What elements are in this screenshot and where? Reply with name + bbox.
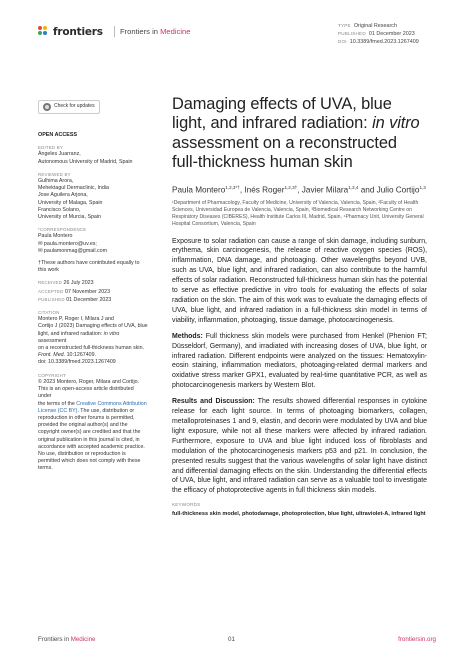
citation-line: Cortijo J (2023) Damaging effects of UVA, blue (38, 323, 148, 330)
copyright-line: original publication in this journal is cited, in (38, 436, 140, 443)
reviewer-affiliation: University of Murcia, Spain (38, 214, 101, 221)
copyright-line: terms. (38, 465, 53, 472)
open-access-label: OPEN ACCESS (38, 132, 78, 138)
article-meta (338, 22, 436, 46)
frontiers-logo[interactable] (38, 26, 103, 38)
header-divider (114, 26, 115, 37)
title-italic: in vitro (372, 114, 420, 133)
published-date: 01 December 2023 (66, 296, 112, 303)
copyright-line: reproduction in other forums is permitted, (38, 414, 135, 421)
citation-volume: 10:1267409. (65, 352, 97, 359)
logo-text: frontiers (53, 26, 103, 38)
journal-title: Medicine (160, 27, 191, 36)
accepted-date: 07 November 2023 (65, 288, 111, 295)
journal-name[interactable] (120, 27, 191, 36)
author-sup: 1,2,3† (284, 184, 298, 190)
keywords: full-thickness skin model, photodamage, photoprotection, blue light, ultraviolet-A, infrared light (172, 511, 426, 518)
author-name[interactable]: Javier Milara (301, 185, 349, 195)
page-header (38, 22, 436, 52)
citation-line: on a reconstructed full-thickness human skin. (38, 345, 144, 352)
author-sup: 1,2,3*† (225, 184, 240, 190)
corresponding-author: Paula Montero (38, 233, 73, 240)
copyright-line: permitted which does not comply with these (38, 458, 141, 465)
received-date: 26 July 2023 (63, 280, 94, 287)
abstract (172, 237, 427, 497)
results-label: Results and Discussion: (172, 398, 255, 406)
abstract-background: Exposure to solar radiation can cause a range of skin damage, including sunburn, erythema, skin carcinogenesis, the release of reactive oxygen species (ROS), inflammation, DNA damage, and photoaging. Other wavelengths beyond UVB, such as UVA, blue light, and infrared radiation, can also contribute to the harmful effects of solar radiation. Reconstructed full-thickness human skin has the potential to serve as effective predictive in vitro tools for evaluating the effects of solar radiation on the skin. The aim of this work was to evaluate the damaging effects of UVA, blue light, and infrared radiation in a full-thickness skin model in terms of viability, inflammation, photoaging, tissue damage, photocarcinogenesis. (172, 237, 427, 324)
received-key: RECEIVED (38, 280, 63, 286)
mail-icon: ✉ (38, 247, 44, 254)
license-link[interactable]: Creative Commons Attribution License (CC BY) (38, 400, 147, 414)
author-separator: and (358, 185, 377, 195)
author-separator: , (239, 185, 245, 195)
reviewed-by-key: REVIEWED BY (38, 171, 71, 177)
article-sidebar (38, 100, 148, 478)
accepted-key: ACCEPTED (38, 288, 64, 294)
mail-icon: ✉ (38, 240, 44, 247)
abstract-results (172, 397, 427, 496)
citation-line: Montero P, Roger I, Milara J and (38, 316, 114, 323)
footer-journal-prefix: Frontiers in (38, 636, 69, 643)
doi-link[interactable]: 10.3389/fmed.2023.1267409 (349, 39, 419, 45)
citation-block (38, 309, 148, 367)
site-link[interactable]: frontiersin.org (398, 636, 436, 643)
copyright-key: COPYRIGHT (38, 372, 66, 378)
footer-journal-name: Medicine (70, 636, 96, 643)
copyright-block (38, 372, 148, 473)
published-key: PUBLISHED (38, 296, 65, 302)
copyright-line: provided the original author(s) and the (38, 422, 128, 429)
copyright-line: accordance with accepted academic practice. (38, 443, 145, 450)
abstract-methods (172, 332, 427, 391)
citation-line: light, and infrared radiation: (38, 330, 104, 337)
methods-text: Full thickness skin models were purchased from Henkel (Phenion FT; Düsseldorf, Germany), and irradiated with increasing doses of UVA, blue light, or infrared radiation. Different endpoints were analyzed on the tissues: Hematoxylin-eosin staining, inflammation mediators, photoaging-related dermal markers and oxidative stress marker GPX1, evaluated by real-time quantitative PCR, as well as photocarcinogenesis markers by Western Blot. (172, 332, 427, 390)
email-link[interactable]: paula.montero@uv.es; (43, 240, 97, 247)
published-value: 01 December 2023 (368, 31, 415, 37)
copyright-line: the terms of the (38, 400, 77, 407)
equal-contribution-note (38, 260, 148, 274)
edited-by-key: EDITED BY (38, 145, 63, 151)
copyright-line: © 2023 Montero, Roger, Milara and Cortijo. (38, 378, 140, 385)
author-separator: , (297, 185, 302, 195)
reviewer-name: Francisco Solano, (38, 206, 81, 213)
correspondence-key: *CORRESPONDENCE (38, 227, 87, 233)
citation-line: assessment (38, 337, 67, 344)
methods-label: Methods: (172, 332, 203, 340)
results-text: The results showed differential responses in cytokine release for each light source. In terms of photoaging biomarkers, collagen, metalloproteinases 1 and 9, elastin, and decorin were modulated by UVA and blue light exposure, while not all these markers were affected by infrared radiation. Furthermore, exposure to UVA and blue light induced loss of fibroblasts and modulation of the photocarcinogenesis markers p53 and p21. In conclusion, the presented results suggest that the various wavelengths of solar light have distinct and differential damaging effects on the skin. Understanding the differential effects of UVA, blue light, and infrared radiation can serve as a valuable tool to investigate the efficacy of photoprotective agents in full thickness skin models. (172, 398, 427, 495)
citation-key: CITATION (38, 310, 60, 316)
equal-note-line: †These authors have contributed equally to (38, 260, 140, 267)
author-name[interactable]: Julio Cortijo (376, 185, 420, 195)
type-key: TYPE (338, 23, 351, 28)
equal-note-line: this work (38, 267, 59, 274)
keywords-key: KEYWORDS (172, 502, 201, 508)
reviewed-by-block (38, 171, 148, 221)
page-footer (38, 636, 436, 648)
published-key: PUBLISHED (338, 31, 366, 36)
copyright-line: No use, distribution or reproduction is (38, 450, 126, 457)
author-sup: 1,3 (419, 184, 426, 190)
affiliations: ¹Department of Pharmacology, Faculty of Medicine, University of Valencia, Valencia, Spain, ²Faculty of Health Sciences, Universidad Europea de Valencia, Valencia, Spain, ³Biomedical Research Networking Centre on Respiratory Diseases (CIBERES), Health Institute Carlos III, Madrid, Spain, ⁴Pharmacy Unit, University General Hospital Consortium, Valencia, Spain (172, 199, 424, 227)
reviewer-name: Jose Aguilera Arjona, (38, 192, 88, 199)
editor-affiliation: Autonomous University of Madrid, Spain (38, 158, 133, 165)
title-part: assessment on a reconstructed full-thickness human skin (172, 133, 397, 172)
journal-prefix: Frontiers in (120, 27, 158, 36)
doi-key: DOI (338, 39, 347, 44)
author-sup: 1,3,4 (348, 184, 359, 190)
editor-name: Ángeles Juarranz, (38, 151, 81, 158)
email-link[interactable]: paulamonmag@gmail.com (43, 247, 108, 254)
frontiers-logo-icon (38, 26, 50, 38)
footer-journal[interactable] (38, 636, 95, 643)
reviewer-affiliation: Mehektagul Dermaclinic, India (38, 185, 109, 192)
reviewer-name: Gulhima Arora, (38, 178, 74, 185)
author-name[interactable]: Inés Roger (244, 185, 285, 195)
correspondence-block (38, 226, 148, 255)
article-main (172, 95, 427, 518)
type-value: Original Research (353, 23, 397, 29)
copyright-line: This is an open-access article distributed under (38, 386, 134, 400)
author-list (172, 182, 427, 196)
author-name[interactable]: Paula Montero (172, 185, 226, 195)
edited-by-block (38, 144, 148, 166)
check-updates-label: Check for updates (54, 103, 95, 110)
article-title (172, 95, 427, 173)
reviewer-affiliation: University of Malaga, Spain (38, 199, 103, 206)
title-part: Damaging effects of UVA, blue light, and infrared radiation: (172, 95, 392, 133)
citation-italic: in vitro (103, 330, 120, 337)
update-icon (43, 103, 51, 111)
citation-journal: Front. Med. (38, 352, 66, 359)
check-for-updates-button[interactable] (38, 100, 100, 114)
page-number: 01 (228, 636, 235, 643)
copyright-line: . The use, distribution or (77, 407, 135, 414)
dates-block (38, 279, 148, 304)
copyright-line: copyright owner(s) are credited and that the (38, 429, 141, 436)
citation-doi[interactable]: doi: 10.3389/fmed.2023.1267409 (38, 359, 116, 366)
